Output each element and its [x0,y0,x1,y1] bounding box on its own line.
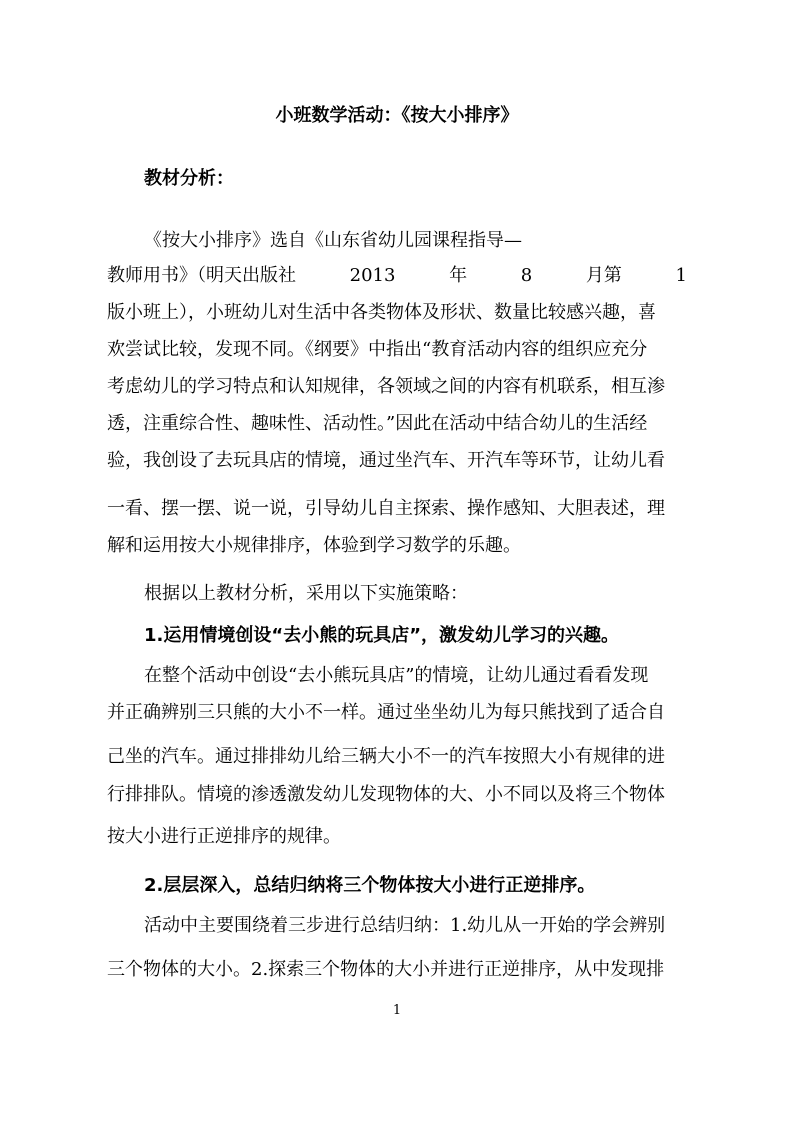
paragraph-line: 活动中主要围绕着三步进行总结归纳：1.幼儿从一开始的学会辨别 [144,915,666,936]
paragraph-line: 版小班上），小班幼儿对生活中各类物体及形状、数量比较感兴趣，喜 [107,302,656,323]
page-number: 1 [392,1003,402,1018]
paragraph-line: 考虑幼儿的学习特点和认知规律，各领域之间的内容有机联系，相互渗 [107,376,665,397]
paragraph-line: 一看、摆一摆、说一说，引导幼儿自主探索、操作感知、大胆表述，理 [107,498,665,519]
publisher-text: 教师用书》（明天出版社 [107,265,296,286]
paragraph-line: 解和运用按大小规律排序，体验到学习数学的乐趣。 [107,535,521,556]
strategy-heading-2: 2.层层深入，总结归纳将三个物体按大小进行正逆排序。 [144,875,596,896]
paragraph-line: 行排排队。情境的渗透激发幼儿发现物体的大、小不同以及将三个物体 [107,784,665,805]
publisher-month-unit: 月第 [585,265,622,286]
publisher-year-unit: 年 [449,265,468,286]
paragraph-line: 己坐的汽车。通过排排幼儿给三辆大小不一的汽车按照大小有规律的进 [107,746,665,767]
paragraph-line: 验，我创设了去玩具店的情境，通过坐汽车、开汽车等环节，让幼儿看 [107,450,665,471]
paragraph-line: 透，注重综合性、趣味性、活动性。”因此在活动中结合幼儿的生活经 [107,413,648,434]
paragraph-line: 根据以上教材分析，采用以下实施策略： [144,583,468,604]
paragraph-line: 按大小进行正逆排序的规律。 [107,826,341,847]
publisher-month: 8 [520,265,533,286]
publisher-row [107,264,687,288]
paragraph-line: 《按大小排序》选自《山东省幼儿园课程指导— [144,230,522,251]
publisher-year: 2013 [349,265,396,286]
paragraph-line: 欢尝试比较，发现不同。《纲要》中指出“教育活动内容的组织应充分 [107,339,648,360]
paragraph-line: 三个物体的大小。2.探索三个物体的大小并进行正逆排序，从中发现排 [107,959,665,980]
section-heading: 教材分析： [144,168,234,189]
paragraph-line: 在整个活动中创设“去小熊玩具店”的情境，让幼儿通过看看发现 [144,665,649,686]
strategy-heading-1: 1.运用情境创设“去小熊的玩具店”，激发幼儿学习的兴趣。 [144,625,620,646]
publisher-edition: 1 [675,265,687,286]
page-title: 小班数学活动：《按大小排序》 [275,105,519,126]
paragraph-line: 并正确辨别三只熊的大小不一样。通过坐坐幼儿为每只熊找到了适合自 [107,702,665,723]
